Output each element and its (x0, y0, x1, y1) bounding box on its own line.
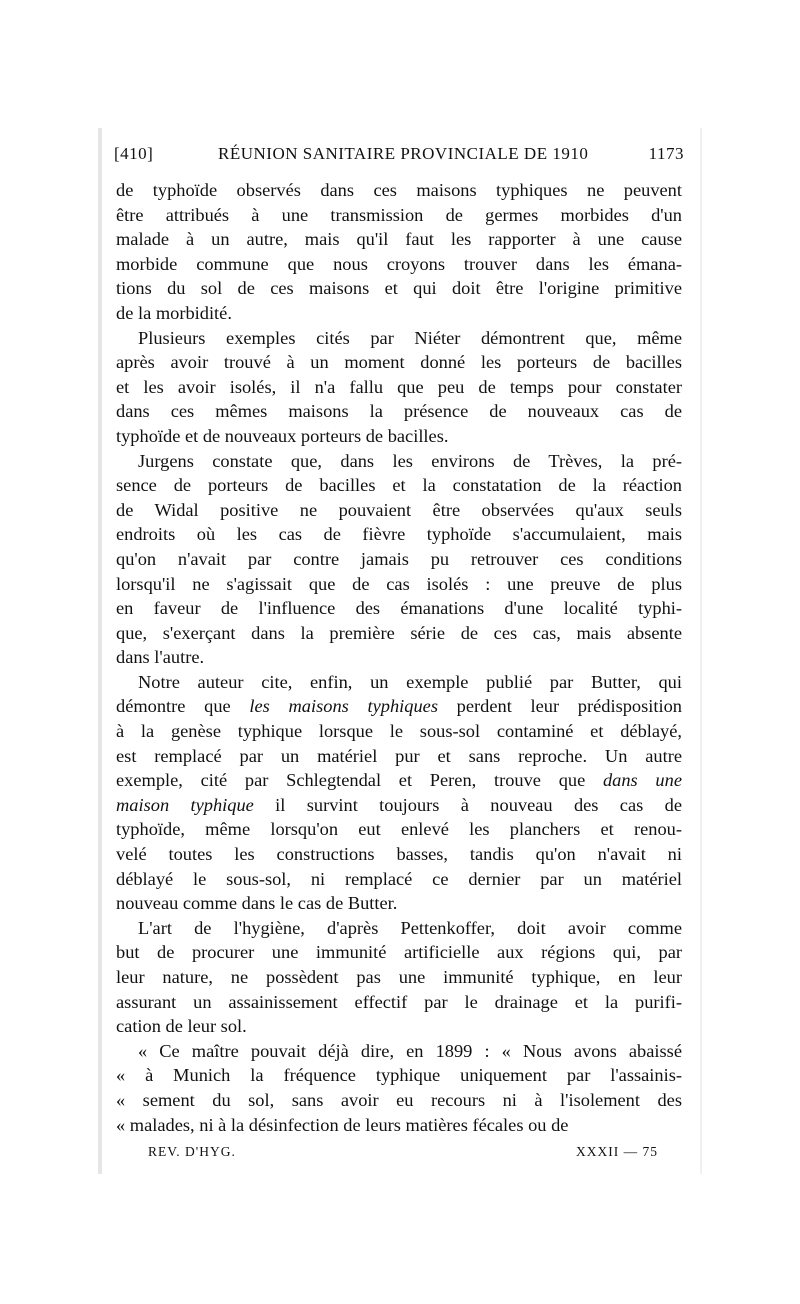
text-line: « malades, ni à la désinfection de leurs matières fécales ou de (116, 1114, 569, 1135)
header-title: RÉUNION SANITAIRE PROVINCIALE DE 1910 (218, 144, 589, 163)
text-line: malade à un autre, mais qu'il faut les rapporter à une cause (116, 229, 682, 250)
text-line: et les avoir isolés, il n'a fallu que peu de temps pour constater (116, 376, 682, 397)
text-line: morbide commune que nous croyons trouver dans les émana- (116, 253, 682, 274)
text-line: de typhoïde observés dans ces maisons typhiques ne peuvent (116, 180, 682, 200)
text-line: « Ce maître pouvait déjà dire, en 1899 : « Nous avons abaissé (138, 1040, 682, 1061)
footer-journal: REV. D'HYG. (148, 1144, 236, 1159)
text-line: Jurgens constate que, dans les environs de Trèves, la pré- (138, 450, 682, 471)
header-page-number: 1173 (648, 144, 684, 163)
text-line: déblayé le sous-sol, ni remplacé ce dernier par un matériel (116, 868, 682, 889)
text-line: velé toutes les constructions basses, tandis qu'on n'avait ni (116, 844, 682, 865)
text-line: est remplacé par un matériel pur et sans reproche. Un autre (116, 745, 682, 766)
text-line: de la morbidité. (116, 302, 232, 323)
paragraph (116, 916, 682, 1039)
page-footer (148, 1144, 658, 1164)
text-line: dans l'autre. (116, 647, 205, 668)
text-line: « à Munich la fréquence typhique uniquement par l'assainis- (116, 1065, 682, 1086)
text-line: en faveur de l'influence des émanations d'une localité typhi- (116, 598, 682, 619)
text-line: cation de leur sol. (116, 1016, 247, 1037)
text-line: Plusieurs exemples cités par Niéter démontrent que, même (138, 327, 682, 348)
text-line: nouveau comme dans le cas de Butter. (116, 893, 398, 914)
text-line: de Widal positive ne pouvaient être observées qu'aux seuls (116, 499, 682, 520)
text-line: typhoïde, même lorsqu'on eut enlevé les planchers et renou- (116, 819, 682, 840)
text-line: lorsqu'il ne s'agissait que de cas isolés : une preuve de plus (116, 573, 682, 594)
text-line: démontre que les maisons typhiques perdent leur prédisposition (116, 696, 682, 717)
text-line: après avoir trouvé à un moment donné les porteurs de bacilles (116, 352, 682, 373)
paragraph (116, 670, 682, 916)
paragraph (116, 326, 682, 449)
text-line: endroits où les cas de fièvre typhoïde s'accumulaient, mais (116, 524, 682, 545)
body-text (116, 178, 682, 1137)
text-line: Notre auteur cite, enfin, un exemple publié par Butter, qui (138, 671, 682, 692)
text-line: dans ces mêmes maisons la présence de nouveaux cas de (116, 401, 682, 422)
text-line: exemple, cité par Schlegtendal et Peren, trouve que dans une (116, 770, 682, 791)
text-line: être attribués à une transmission de germes morbides d'un (116, 204, 682, 225)
text-line: L'art de l'hygiène, d'après Pettenkoffer, doit avoir comme (138, 917, 682, 938)
paragraph (116, 178, 682, 326)
text-line: leur nature, ne possèdent pas une immunité typhique, en leur (116, 967, 682, 987)
text-line: tions du sol de ces maisons et qui doit être l'origine primitive (116, 278, 682, 299)
text-line: assurant un assainissement effectif par le drainage et la purifi- (116, 991, 682, 1012)
text-line: but de procurer une immunité artificielle aux régions qui, par (116, 942, 682, 963)
text-line: sence de porteurs de bacilles et la constatation de la réaction (116, 475, 682, 496)
footer-volume: XXXII — 75 (576, 1144, 658, 1159)
text-line: qu'on n'avait par contre jamais pu retrouver ces conditions (116, 548, 682, 569)
header-section-number: [410] (114, 144, 154, 163)
text-line: à la genèse typhique lorsque le sous-sol contaminé et déblayé, (116, 721, 682, 742)
text-line: « sement du sol, sans avoir eu recours ni à l'isolement des (116, 1089, 682, 1110)
running-header (114, 144, 684, 168)
text-line: que, s'exerçant dans la première série de ces cas, mais absente (116, 622, 682, 643)
text-line: typhoïde et de nouveaux porteurs de bacilles. (116, 425, 449, 446)
paragraph (116, 1039, 682, 1137)
paragraph (116, 449, 682, 670)
text-line: maison typhique il survint toujours à nouveau des cas de (116, 794, 682, 815)
